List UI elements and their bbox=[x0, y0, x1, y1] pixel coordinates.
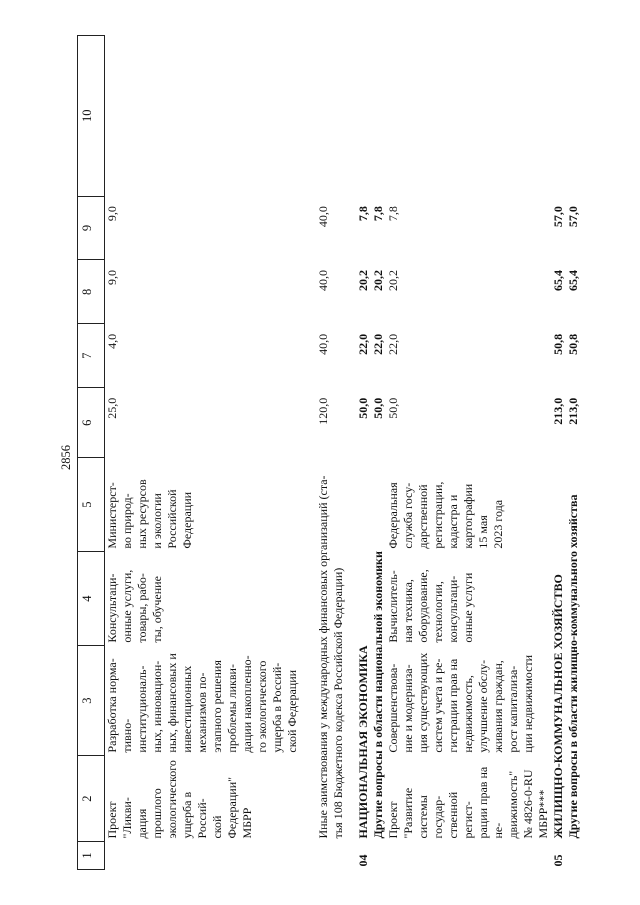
value-col8: 65,4 bbox=[551, 269, 565, 291]
column-number: 9 bbox=[78, 196, 105, 260]
value-col6: 50,0 bbox=[371, 397, 385, 419]
value-col8: 9,0 bbox=[105, 269, 119, 285]
value-col6: 213,0 bbox=[551, 397, 565, 425]
section-05-row bbox=[551, 36, 566, 870]
value-col8: 20,2 bbox=[371, 269, 385, 291]
project-name-cell: Проект "Ликви- дация прошлого экологического ущерба в Россий- ской Федерации" МБРР bbox=[105, 760, 254, 839]
section-04-row bbox=[356, 36, 371, 870]
section-title: ЖИЛИЩНО-КОММУНАЛЬНОЕ ХОЗЯЙСТВО bbox=[551, 574, 565, 839]
column-number: 7 bbox=[78, 324, 105, 388]
project-purpose-cell: Совершенствова- ние и модерниза- ция существующих систем учета и ре- гистрации прав на недвижимость, улучшение обслу- живания граждан, рост капитализа- ции недвижимости bbox=[386, 652, 535, 753]
section-05-sub-row bbox=[566, 36, 581, 870]
value-col7: 50,8 bbox=[566, 333, 580, 355]
value-col9: 57,0 bbox=[551, 206, 565, 228]
project-name-cell: Проект "Развитие системы государ- ственной регист- рации прав на не- движимость" № 4826-0-RU МБРР*** bbox=[386, 766, 550, 839]
page-number: 2856 bbox=[59, 445, 73, 470]
column-number: 6 bbox=[78, 388, 105, 458]
column-numbers-row bbox=[78, 36, 105, 870]
value-col7: 40,0 bbox=[316, 333, 330, 355]
column-number: 8 bbox=[78, 260, 105, 324]
value-col7: 22,0 bbox=[386, 333, 400, 355]
value-col6: 50,0 bbox=[386, 397, 400, 419]
value-col8: 20,2 bbox=[356, 269, 370, 291]
value-col7: 4,0 bbox=[105, 333, 119, 349]
other-borrowings-row bbox=[316, 36, 346, 870]
value-col7: 22,0 bbox=[371, 333, 385, 355]
value-col9: 7,8 bbox=[356, 206, 370, 222]
subsection-title: Другие вопросы в области национальной экономики bbox=[371, 551, 385, 839]
value-col9: 9,0 bbox=[105, 206, 119, 222]
column-number: 1 bbox=[78, 842, 105, 870]
value-col6: 50,0 bbox=[356, 397, 370, 419]
column-number: 2 bbox=[78, 756, 105, 842]
value-col7: 50,8 bbox=[551, 333, 565, 355]
column-number: 10 bbox=[78, 36, 105, 197]
column-number: 4 bbox=[78, 552, 105, 646]
value-col6: 213,0 bbox=[566, 397, 580, 425]
value-col9: 57,0 bbox=[566, 206, 580, 228]
section-04-sub-row bbox=[371, 36, 386, 870]
section-title: НАЦИОНАЛЬНАЯ ЭКОНОМИКА bbox=[356, 645, 370, 839]
project-purpose-cell: Разработка норма- тивно- институциональ- ных, инновацион- ных, финансовых и инвестиционных механизмов по- этапного решения проблемы ликви- дации накопленно- го экологического ущерба в Россий- ской Федерации bbox=[105, 653, 299, 753]
project-liquidation-row bbox=[105, 36, 301, 870]
value-col6: 120,0 bbox=[316, 397, 330, 425]
responsible-org-cell: Министерст- во природ- ных ресурсов и экологии Российской Федерации bbox=[105, 479, 194, 549]
section-code: 05 bbox=[551, 854, 565, 867]
value-col9: 40,0 bbox=[316, 206, 330, 228]
other-borrowings-label: Иные заимствования у международных финансовых организаций (ста- тья 108 Бюджетного кодекса Российской Федерации) bbox=[316, 475, 345, 839]
responsible-org-cell: Федеральная служба госу- дарственной регистрации, кадастра и картографии 15 мая 2023 года bbox=[386, 481, 505, 549]
value-col7: 22,0 bbox=[356, 333, 370, 355]
procurement-type-cell: Консультаци- онные услуги, товары, рабо- ты, обучение bbox=[105, 569, 164, 643]
value-col6: 25,0 bbox=[105, 397, 119, 419]
budget-table bbox=[77, 35, 581, 870]
project-registration-row bbox=[386, 36, 551, 870]
value-col8: 40,0 bbox=[316, 269, 330, 291]
column-number: 5 bbox=[78, 458, 105, 552]
column-number: 3 bbox=[78, 646, 105, 756]
procurement-type-cell: Вычислитель- ная техника, оборудование, технологии, консультаци- онные услуги bbox=[386, 569, 475, 643]
section-code: 04 bbox=[356, 854, 370, 867]
value-col8: 65,4 bbox=[566, 269, 580, 291]
value-col8: 20,2 bbox=[386, 269, 400, 291]
value-col9: 7,8 bbox=[371, 206, 385, 222]
rotated-table-page bbox=[59, 35, 610, 870]
subsection-title: Другие вопросы в области жилищно-коммунального хозяйства bbox=[566, 494, 580, 839]
value-col9: 7,8 bbox=[386, 206, 400, 222]
